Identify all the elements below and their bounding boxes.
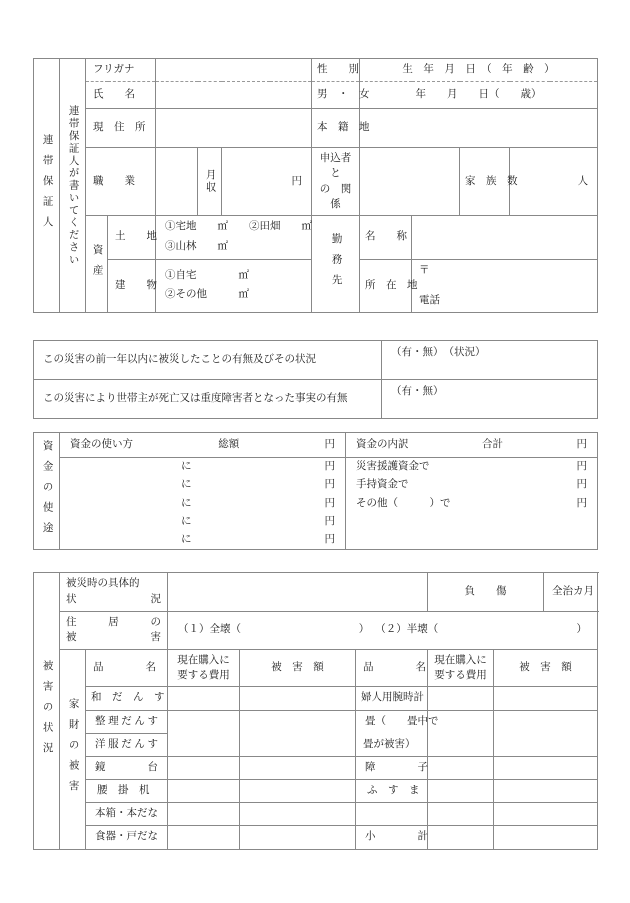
work-rail-label: 勤務先	[330, 233, 342, 295]
fund-use-yen-5-cell[interactable]	[200, 531, 346, 550]
asset-rail	[86, 216, 108, 313]
family-count-unit: 人	[577, 175, 589, 187]
occupation-input[interactable]	[156, 148, 198, 216]
injury-label-cell	[428, 573, 544, 612]
relation-input[interactable]	[360, 148, 460, 216]
fund-breakdown-label-2-cell[interactable]	[346, 476, 516, 494]
row-occupation	[34, 148, 598, 216]
fund-rail	[34, 433, 60, 550]
history-question-1-cell	[34, 341, 382, 380]
registry-label-cell	[312, 109, 370, 148]
guarantor-rail-outer-label: 連帯保証人	[41, 134, 53, 237]
birth-header-label: 生 年 月 日 （ 年 齢 ）	[402, 64, 555, 75]
fund-use-header-cell	[60, 433, 346, 458]
work-name-label: 名 称	[365, 231, 408, 243]
item-left-4: 鏡 台	[95, 761, 158, 773]
work-name-input[interactable]	[412, 216, 598, 260]
land-line-2: ③山林 ㎡	[165, 240, 229, 252]
disaster-relief-loan-form	[33, 58, 598, 313]
birth-row-label: 年 月 日（ 歳）	[415, 89, 542, 101]
col-amount-right-header	[494, 650, 598, 687]
monthly-income-label: 月収	[204, 169, 216, 194]
amount-left-2[interactable]	[240, 710, 356, 733]
fund-usage-table	[33, 432, 598, 550]
cost-right-7[interactable]	[428, 826, 494, 849]
fund-row-4	[34, 513, 598, 531]
item-left-7: 食器・戸だな	[95, 831, 158, 843]
housing-label-cell	[60, 611, 168, 650]
housing-option-1-close: ）	[358, 624, 370, 636]
name-label: 氏 名	[93, 89, 135, 101]
building-label: 建 物	[115, 279, 157, 291]
sex-label-cell	[312, 59, 360, 82]
col-amount-left-header	[240, 650, 356, 687]
sex-options: 男 ・ 女	[317, 89, 370, 101]
col-cost-left-label: 現在購入に 要する費用	[177, 655, 230, 682]
fund-breakdown-yen-1-cell[interactable]	[516, 458, 598, 477]
table-row	[34, 687, 598, 710]
housing-option-2-label: （２）半壊（	[375, 624, 439, 636]
amount-left-6[interactable]	[240, 803, 356, 826]
cure-label-cell[interactable]	[544, 573, 598, 612]
sex-options-cell[interactable]	[312, 82, 370, 109]
amount-right-5[interactable]	[494, 780, 598, 803]
history-row-2	[34, 380, 598, 419]
fund-use-marker-5: に	[181, 533, 192, 545]
item-left-2-cell	[86, 710, 168, 733]
fund-breakdown-label-3-cell[interactable]	[346, 495, 516, 513]
asset-rail-label: 資産	[91, 243, 103, 285]
item-right-6	[356, 810, 427, 818]
item-left-3-cell	[86, 733, 168, 756]
postal-mark: 〒	[419, 264, 430, 276]
amount-right-7[interactable]	[494, 826, 598, 849]
amount-left-7[interactable]	[240, 826, 356, 849]
fund-use-marker-4: に	[181, 515, 192, 527]
fund-use-marker-1: に	[181, 461, 192, 473]
registry-input[interactable]	[360, 109, 598, 148]
address-label: 現 住 所	[93, 122, 146, 134]
cost-left-6[interactable]	[168, 803, 240, 826]
furigana-label-cell	[86, 59, 156, 82]
history-answer-1-cell[interactable]	[382, 341, 598, 380]
damage-rail-outer	[34, 573, 60, 850]
fund-use-yen-2-cell[interactable]	[200, 476, 346, 494]
fund-use-marker-5-cell[interactable]	[60, 531, 200, 550]
history-answer-1: （有・無） （状況）	[391, 347, 486, 358]
family-count-input[interactable]	[510, 148, 598, 216]
amount-left-1[interactable]	[240, 687, 356, 710]
item-left-1-cell	[86, 687, 168, 710]
fund-use-yen-5: 円	[324, 533, 335, 545]
fund-breakdown-yen-5-cell[interactable]	[516, 531, 598, 550]
sex-label: 性 別	[317, 64, 360, 75]
item-right-5-cell	[356, 780, 428, 803]
history-answer-2-cell[interactable]	[382, 380, 598, 419]
item-left-2: 整 理 だ ん す	[95, 715, 158, 727]
land-label-cell	[108, 216, 156, 260]
relation-label: 申込者と の 関 係	[319, 153, 362, 210]
table-row	[34, 826, 598, 849]
fund-row-1	[34, 458, 598, 477]
furigana-label: フリガナ	[93, 64, 135, 75]
amount-right-4[interactable]	[494, 756, 598, 779]
housing-options-cell[interactable]	[168, 611, 598, 650]
fund-use-marker-3-cell[interactable]	[60, 495, 200, 513]
cost-right-6[interactable]	[428, 803, 494, 826]
fund-breakdown-yen-5	[516, 538, 598, 542]
table-row	[34, 780, 598, 803]
building-label-cell	[108, 259, 156, 312]
item-left-6: 本箱・本だな	[95, 808, 158, 820]
table-row	[34, 803, 598, 826]
fund-breakdown-yen-3: 円	[576, 497, 587, 509]
fund-use-marker-2-cell[interactable]	[60, 476, 200, 494]
birth-header-cell	[360, 59, 598, 82]
fund-breakdown-label-4	[346, 520, 516, 524]
fund-breakdown-label-3: その他（ ）で	[356, 497, 451, 509]
col-item-right-label: 品 名	[363, 662, 426, 674]
amount-right-1[interactable]	[494, 687, 598, 710]
col-item-left-label: 品 名	[93, 662, 156, 674]
row-asset-land	[34, 216, 598, 260]
registry-label: 本 籍 地	[317, 122, 370, 134]
building-input[interactable]	[156, 259, 312, 312]
occupation-label: 職 業	[93, 175, 135, 187]
cost-right-5[interactable]	[428, 780, 494, 803]
land-label: 土 地	[115, 231, 157, 243]
fund-breakdown-yen-3-cell[interactable]	[516, 495, 598, 513]
item-left-1: 和 だ ん す	[91, 692, 165, 704]
housing-option-2-close: ）	[576, 624, 587, 636]
fund-row-5	[34, 531, 598, 550]
amount-left-3[interactable]	[240, 733, 356, 756]
phone-label: 電話	[419, 294, 441, 306]
family-count-label: 家 族 数	[465, 175, 518, 187]
fund-use-yen-3-cell[interactable]	[200, 495, 346, 513]
item-left-5: 腰 掛 机	[97, 785, 150, 797]
cost-left-1[interactable]	[168, 687, 240, 710]
item-right-7-cell	[356, 826, 428, 849]
fund-use-header: 資金の使い方 総額 円	[70, 439, 335, 450]
history-question-2-cell	[34, 380, 382, 419]
housing-label: 住 居 の 被 害	[66, 616, 161, 644]
monthly-income-label-cell	[198, 148, 222, 216]
fund-use-yen-1-cell[interactable]	[200, 458, 346, 477]
damage-situation-row	[34, 573, 598, 612]
item-right-4-cell	[356, 756, 428, 779]
fund-use-yen-1: 円	[324, 461, 335, 473]
history-question-1: この災害の前一年以内に被災したことの有無及びその状況	[43, 354, 316, 365]
name-label-cell	[86, 82, 156, 109]
col-item-left-header	[86, 650, 168, 687]
fund-use-marker-3: に	[181, 497, 192, 509]
fund-breakdown-yen-2: 円	[576, 479, 587, 491]
land-input[interactable]	[156, 216, 312, 260]
item-right-1-cell	[356, 687, 428, 710]
address-input[interactable]	[156, 109, 312, 148]
household-header-row	[34, 650, 598, 687]
fund-header-row	[34, 433, 598, 458]
amount-left-4[interactable]	[240, 756, 356, 779]
amount-left-5[interactable]	[240, 780, 356, 803]
col-cost-right-label: 現在購入に 要する費用	[434, 655, 487, 682]
cost-left-5[interactable]	[168, 780, 240, 803]
family-count-label-cell	[460, 148, 518, 216]
history-question-2: この災害により世帯主が死亡又は重度障害者となった事実の有無	[43, 393, 348, 405]
building-line-1: ①自宅 ㎡	[165, 269, 250, 281]
work-rail	[312, 216, 360, 313]
item-right-3: 畳が被害）	[363, 738, 416, 750]
fund-use-yen-4-cell[interactable]	[200, 513, 346, 531]
fund-rail-label: 資金の使途	[41, 439, 53, 543]
item-left-5-cell	[86, 780, 168, 803]
guarantor-rail-inner-label: 連帯保証人が書いてください	[67, 104, 79, 267]
fund-use-marker-4-cell[interactable]	[60, 513, 200, 531]
col-amount-left-label: 被 害 額	[271, 662, 324, 674]
situation-label: 被災時の具体的 状 況	[66, 578, 161, 605]
table-row	[34, 710, 598, 733]
fund-breakdown-label-5	[346, 538, 516, 542]
row-address	[34, 109, 598, 148]
damage-rail-inner-label: 家財の被害	[67, 698, 79, 801]
work-name-label-cell	[360, 216, 412, 260]
cost-left-7[interactable]	[168, 826, 240, 849]
situation-input[interactable]	[168, 573, 428, 612]
fund-breakdown-label-5-cell[interactable]	[346, 531, 516, 550]
history-row-1	[34, 341, 598, 380]
col-cost-right-header	[428, 650, 494, 687]
item-right-4: 障 子	[365, 761, 428, 773]
item-right-7: 小 計	[365, 831, 428, 843]
fund-breakdown-header-cell	[346, 433, 598, 458]
cost-right-4[interactable]	[428, 756, 494, 779]
item-right-1: 婦人用腕時計	[361, 692, 424, 704]
damage-rail-outer-label: 被害の状況	[41, 659, 53, 762]
injury-label: 負 傷	[464, 585, 507, 597]
fund-breakdown-label-1: 災害援護資金で	[356, 461, 430, 473]
cost-left-2[interactable]	[168, 710, 240, 733]
fund-breakdown-label-1-cell[interactable]	[346, 458, 516, 477]
fund-breakdown-yen-4	[516, 520, 598, 524]
cost-left-4[interactable]	[168, 756, 240, 779]
cure-label-wrap: 全治 カ月	[552, 585, 594, 597]
housing-options	[168, 615, 597, 645]
fund-breakdown-yen-4-cell[interactable]	[516, 513, 598, 531]
birth-input-cell[interactable]	[360, 82, 598, 109]
item-left-7-cell	[86, 826, 168, 849]
cost-right-1[interactable]	[428, 687, 494, 710]
history-answer-2: （有・無）	[391, 386, 444, 398]
land-line-1: ①宅地 ㎡ ②田畑 ㎡	[165, 221, 313, 233]
amount-right-6[interactable]	[494, 803, 598, 826]
table-row	[34, 756, 598, 779]
occupation-label-cell	[86, 148, 156, 216]
item-right-2-cell	[356, 710, 439, 733]
col-amount-right-label: 被 害 額	[519, 662, 572, 674]
row-furigana	[34, 59, 598, 82]
damage-status-table	[33, 572, 598, 850]
fund-breakdown-header: 資金の内訳 合計 円	[356, 439, 587, 450]
fund-use-yen-4: 円	[324, 515, 335, 527]
fund-breakdown-label-4-cell[interactable]	[346, 513, 516, 531]
cost-left-3[interactable]	[168, 733, 240, 756]
relation-label-cell	[312, 148, 360, 216]
work-place-label-cell	[360, 259, 418, 312]
furigana-input[interactable]	[156, 59, 312, 82]
address-label-cell	[86, 109, 156, 148]
name-input[interactable]	[156, 82, 312, 109]
item-left-6-cell	[86, 803, 168, 826]
fund-use-yen-3: 円	[324, 497, 335, 509]
work-place-label: 所 在 地	[365, 279, 418, 291]
building-line-2: ②その他 ㎡	[165, 289, 250, 301]
row-name	[34, 82, 598, 109]
col-cost-left-header	[168, 650, 240, 687]
fund-use-yen-2: 円	[324, 479, 335, 491]
item-right-2: 畳（ 畳中で	[365, 715, 439, 727]
work-place-input[interactable]	[412, 259, 598, 312]
fund-row-2	[34, 476, 598, 494]
guarantor-rail-outer	[34, 59, 60, 313]
disaster-history-table	[33, 340, 598, 419]
fund-use-marker-2: に	[181, 479, 192, 491]
item-right-5: ふ す ま	[367, 785, 420, 797]
item-left-3: 洋 服 だ ん す	[95, 738, 158, 750]
item-left-4-cell	[86, 756, 168, 779]
amount-right-2[interactable]	[494, 710, 598, 756]
fund-row-3	[34, 495, 598, 513]
fund-use-marker-1-cell[interactable]	[60, 458, 200, 477]
housing-option-1-label: （１）全壊（	[178, 624, 241, 636]
damage-rail-inner	[60, 650, 86, 850]
guarantor-rail-inner	[60, 59, 86, 313]
fund-breakdown-label-2: 手持資金で	[356, 479, 409, 491]
damage-housing-row	[34, 611, 598, 650]
situation-label-cell	[60, 573, 168, 612]
fund-breakdown-yen-1: 円	[576, 461, 587, 473]
item-right-3-cell	[356, 733, 428, 756]
fund-breakdown-yen-2-cell[interactable]	[516, 476, 598, 494]
col-item-right-header	[356, 650, 428, 687]
monthly-income-input[interactable]	[222, 148, 312, 216]
monthly-income-yen: 円	[291, 175, 303, 187]
item-right-6-cell	[356, 803, 428, 826]
